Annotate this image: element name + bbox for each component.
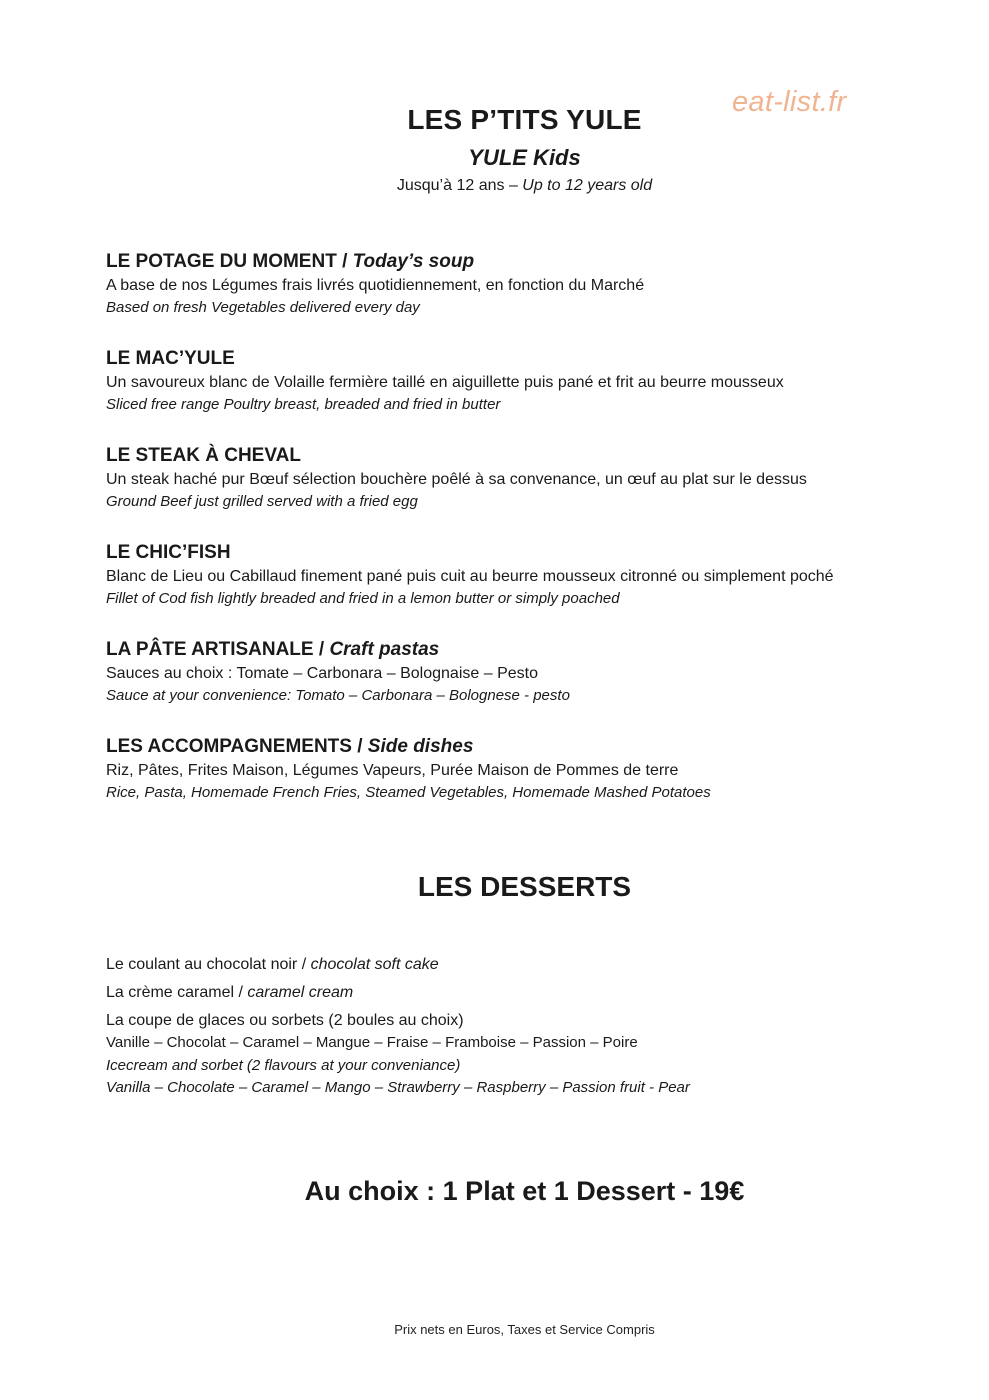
section-title xyxy=(106,734,966,759)
section-desc-fr: Un savoureux blanc de Volaille fermière taillé en aiguillette puis pané et frit au beurre mousseux xyxy=(106,374,784,391)
age-note xyxy=(0,177,989,195)
dessert-item-icecream: La coupe de glaces ou sorbets (2 boules au choix) xyxy=(106,1012,464,1029)
section-desc-en: Based on fresh Vegetables delivered every day xyxy=(106,299,420,316)
dessert-item-en: caramel cream xyxy=(247,984,354,1001)
section-desc-en: Fillet of Cod fish lightly breaded and fried in a lemon butter or simply poached xyxy=(106,590,620,607)
section-steak xyxy=(106,443,966,513)
section-desc-en: Sliced free range Poultry breast, breaded and fried in butter xyxy=(106,396,501,413)
age-note-en: Up to 12 years old xyxy=(522,177,653,194)
section-soup xyxy=(106,249,966,319)
section-sides xyxy=(106,734,966,804)
section-title-fr: LE STEAK À CHEVAL xyxy=(106,445,301,466)
section-macyule xyxy=(106,346,966,416)
section-title-en: Craft pastas xyxy=(329,639,440,660)
section-title xyxy=(106,540,966,565)
dessert-item-fr: La crème caramel / xyxy=(106,984,248,1001)
section-desc-fr: Sauces au choix : Tomate – Carbonara – Bolognaise – Pesto xyxy=(106,665,538,682)
section-title-fr: LE POTAGE DU MOMENT / xyxy=(106,251,353,272)
section-pasta xyxy=(106,637,966,707)
section-title-fr: LE MAC’YULE xyxy=(106,348,235,369)
dessert-flavours-en: Vanilla – Chocolate – Caramel – Mango – Strawberry – Raspberry – Passion fruit - Pear xyxy=(106,1079,690,1096)
page-title: LES P’TITS YULE xyxy=(407,104,642,135)
age-note-fr: Jusqu’à 12 ans – xyxy=(396,177,523,194)
price-offer: Au choix : 1 Plat et 1 Dessert - 19€ xyxy=(304,1176,745,1206)
dessert-item-icecream-en: Icecream and sorbet (2 flavours at your conveniance) xyxy=(106,1056,461,1074)
desserts-title: LES DESSERTS xyxy=(417,871,632,902)
section-title-en: Today’s soup xyxy=(352,251,475,272)
dessert-flavours-fr: Vanille – Chocolat – Caramel – Mangue – Fraise – Framboise – Passion – Poire xyxy=(106,1034,638,1051)
menu-sections xyxy=(106,249,966,831)
section-title xyxy=(106,249,966,274)
section-desc-en: Ground Beef just grilled served with a fried egg xyxy=(106,493,418,510)
watermark-logo: eat-list.fr xyxy=(732,86,847,118)
section-desc-fr: A base de nos Légumes frais livrés quotidiennement, en fonction du Marché xyxy=(106,277,645,294)
footer-note: Prix nets en Euros, Taxes et Service Compris xyxy=(394,1322,655,1337)
section-title-fr: LES ACCOMPAGNEMENTS / xyxy=(106,736,368,757)
section-desc-fr: Un steak haché pur Bœuf sélection bouchère poêlé à sa convenance, un œuf au plat sur le dessus xyxy=(106,471,807,488)
section-chicfish xyxy=(106,540,966,610)
section-title-fr: LA PÂTE ARTISANALE / xyxy=(106,639,330,660)
section-desc-fr: Riz, Pâtes, Frites Maison, Légumes Vapeurs, Purée Maison de Pommes de terre xyxy=(106,762,679,779)
desserts-list xyxy=(106,954,966,1100)
page-subtitle: YULE Kids xyxy=(468,145,581,170)
dessert-item-en: chocolat soft cake xyxy=(310,956,439,973)
section-title xyxy=(106,637,966,662)
section-desc-en: Sauce at your convenience: Tomato – Carbonara – Bolognese - pesto xyxy=(106,687,570,704)
section-title xyxy=(106,346,966,371)
dessert-item-fr: Le coulant au chocolat noir / xyxy=(106,956,311,973)
section-desc-fr: Blanc de Lieu ou Cabillaud finement pané puis cuit au beurre mousseux citronné ou simplement poché xyxy=(106,568,834,585)
section-title-en: Side dishes xyxy=(367,736,474,757)
section-title xyxy=(106,443,966,468)
dessert-item-chocolate xyxy=(106,954,966,976)
section-desc-en: Rice, Pasta, Homemade French Fries, Steamed Vegetables, Homemade Mashed Potatoes xyxy=(106,784,711,801)
dessert-item-caramel xyxy=(106,982,966,1004)
section-title-fr: LE CHIC’FISH xyxy=(106,542,231,563)
